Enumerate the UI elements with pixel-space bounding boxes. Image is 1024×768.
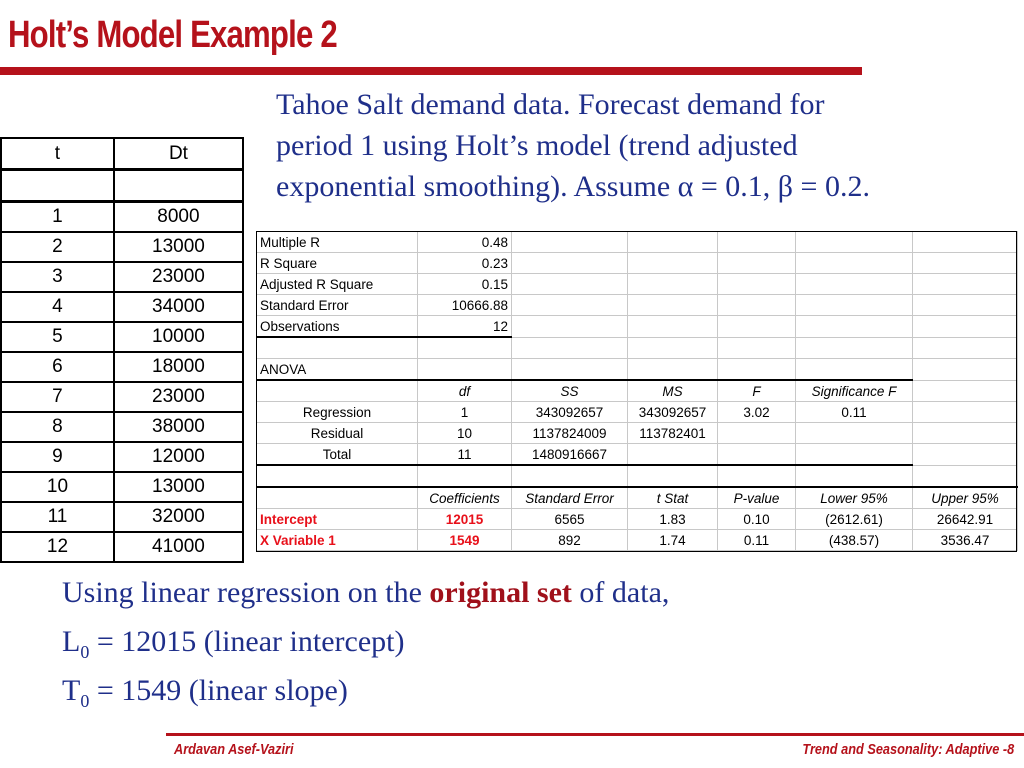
anova-cell: 113782401 — [628, 423, 718, 444]
header-t: t — [1, 138, 114, 170]
anova-cell: 10 — [418, 423, 512, 444]
anova-source: Residual — [257, 423, 418, 444]
l0-line — [62, 617, 962, 666]
demand-table — [0, 137, 244, 563]
coef-cell: (438.57) — [796, 530, 913, 551]
stat-value: 0.48 — [418, 232, 512, 253]
anova-cell: 0.11 — [796, 402, 913, 423]
stat-value: 10666.88 — [418, 295, 512, 316]
stat-value: 0.15 — [418, 274, 512, 295]
anova-row — [257, 444, 1018, 466]
stat-label: Observations — [257, 316, 418, 338]
stat-row — [257, 253, 1018, 274]
footer-slide-label: Trend and Seasonality: Adaptive -8 — [802, 741, 1014, 758]
anova-cell — [628, 444, 718, 466]
t0-symbol: T — [62, 674, 81, 707]
coef-cell: (2612.61) — [796, 509, 913, 530]
table-row — [1, 232, 243, 262]
coef-row-x-variable — [257, 530, 1018, 551]
footer-author: Ardavan Asef-Vaziri — [174, 741, 294, 758]
anova-cell — [718, 444, 796, 466]
l0-symbol: L — [62, 625, 81, 658]
table-row — [1, 202, 243, 233]
coef-cell: 26642.91 — [913, 509, 1018, 530]
table-row — [1, 292, 243, 322]
coef-cell: 0.11 — [718, 530, 796, 551]
coef-header: Lower 95% — [796, 487, 913, 509]
anova-header-ms: MS — [628, 380, 718, 402]
period-cell: 1 — [1, 202, 114, 233]
period-cell: 4 — [1, 292, 114, 322]
coef-row-intercept — [257, 509, 1018, 530]
coef-header: t Stat — [628, 487, 718, 509]
coef-header: P-value — [718, 487, 796, 509]
demand-cell: 41000 — [114, 532, 243, 562]
coef-label: X Variable 1 — [257, 530, 418, 551]
conclusion-line-1 — [62, 568, 962, 617]
demand-cell: 23000 — [114, 262, 243, 292]
intro-line-1: Tahoe Salt demand data. Forecast demand for — [276, 88, 825, 121]
anova-row — [257, 423, 1018, 444]
period-cell: 10 — [1, 472, 114, 502]
period-cell: 9 — [1, 442, 114, 472]
period-cell: 7 — [1, 382, 114, 412]
anova-cell: 343092657 — [628, 402, 718, 423]
period-cell: 3 — [1, 262, 114, 292]
coef-header: Standard Error — [512, 487, 628, 509]
coef-value: 1549 — [418, 530, 512, 551]
spacer-row — [257, 465, 1018, 487]
t0-value: = 1549 (linear slope) — [89, 674, 348, 707]
table-row — [1, 472, 243, 502]
anova-source: Total — [257, 444, 418, 466]
demand-cell: 38000 — [114, 412, 243, 442]
anova-header-df: df — [418, 380, 512, 402]
anova-source: Regression — [257, 402, 418, 423]
demand-cell: 18000 — [114, 352, 243, 382]
demand-table-header — [1, 138, 243, 170]
coef-cell: 1.74 — [628, 530, 718, 551]
stat-label: Adjusted R Square — [257, 274, 418, 295]
t0-subscript: 0 — [80, 691, 90, 711]
l0-subscript: 0 — [80, 642, 90, 662]
table-row — [1, 412, 243, 442]
intro-text — [276, 84, 1016, 207]
conclusion-text-part: of data, — [571, 576, 670, 609]
table-row — [1, 352, 243, 382]
anova-cell: 1480916667 — [512, 444, 628, 466]
demand-cell: 23000 — [114, 382, 243, 412]
coef-cell: 892 — [512, 530, 628, 551]
stat-row — [257, 316, 1018, 338]
demand-cell: 13000 — [114, 232, 243, 262]
demand-cell: 8000 — [114, 202, 243, 233]
anova-cell: 11 — [418, 444, 512, 466]
coef-cell: 6565 — [512, 509, 628, 530]
stat-row — [257, 295, 1018, 316]
coef-cell: 3536.47 — [913, 530, 1018, 551]
stat-label: R Square — [257, 253, 418, 274]
period-cell: 6 — [1, 352, 114, 382]
table-row — [1, 532, 243, 562]
footer-rule — [166, 733, 1024, 736]
demand-cell: 34000 — [114, 292, 243, 322]
demand-table-blank-row — [1, 170, 243, 202]
period-cell: 11 — [1, 502, 114, 532]
anova-cell — [796, 444, 913, 466]
demand-cell: 13000 — [114, 472, 243, 502]
anova-header-f: F — [718, 380, 796, 402]
anova-cell: 1137824009 — [512, 423, 628, 444]
anova-header-significance-f: Significance F — [796, 380, 913, 402]
coef-value: 12015 — [418, 509, 512, 530]
anova-header-ss: SS — [512, 380, 628, 402]
slide-title: Holt’s Model Example 2 — [8, 14, 337, 56]
spacer-row — [257, 337, 1018, 359]
coef-header-row — [257, 487, 1018, 509]
table-row — [1, 322, 243, 352]
demand-cell: 10000 — [114, 322, 243, 352]
coef-cell: 1.83 — [628, 509, 718, 530]
table-row — [1, 382, 243, 412]
original-set-highlight: original set — [429, 576, 572, 609]
anova-cell: 3.02 — [718, 402, 796, 423]
stat-label: Standard Error — [257, 295, 418, 316]
stat-row — [257, 232, 1018, 253]
header-dt: Dt — [114, 138, 243, 170]
stat-value: 12 — [418, 316, 512, 338]
period-cell: 2 — [1, 232, 114, 262]
title-underline — [0, 67, 862, 75]
anova-cell: 1 — [418, 402, 512, 423]
stat-row — [257, 274, 1018, 295]
coef-label: Intercept — [257, 509, 418, 530]
table-row — [1, 502, 243, 532]
anova-cell: 343092657 — [512, 402, 628, 423]
table-row — [1, 262, 243, 292]
period-cell: 12 — [1, 532, 114, 562]
conclusion-text — [62, 568, 962, 715]
coef-header: Upper 95% — [913, 487, 1018, 509]
t0-line — [62, 666, 962, 715]
anova-label-row — [257, 359, 1018, 381]
stat-value: 0.23 — [418, 253, 512, 274]
coef-header: Coefficients — [418, 487, 512, 509]
anova-cell — [796, 423, 913, 444]
anova-label: ANOVA — [257, 359, 418, 381]
intro-line-2: period 1 using Holt’s model (trend adjusted — [276, 129, 798, 162]
period-cell: 5 — [1, 322, 114, 352]
stat-label: Multiple R — [257, 232, 418, 253]
conclusion-text-part: Using linear regression on the — [62, 576, 430, 609]
period-cell: 8 — [1, 412, 114, 442]
regression-output-table — [256, 231, 1018, 551]
l0-value: = 12015 (linear intercept) — [89, 625, 405, 658]
anova-row — [257, 402, 1018, 423]
demand-cell: 12000 — [114, 442, 243, 472]
coef-cell: 0.10 — [718, 509, 796, 530]
demand-cell: 32000 — [114, 502, 243, 532]
intro-line-3: exponential smoothing). Assume α = 0.1, β = 0.2. — [276, 170, 870, 203]
anova-header-row — [257, 380, 1018, 402]
anova-cell — [718, 423, 796, 444]
table-row — [1, 442, 243, 472]
